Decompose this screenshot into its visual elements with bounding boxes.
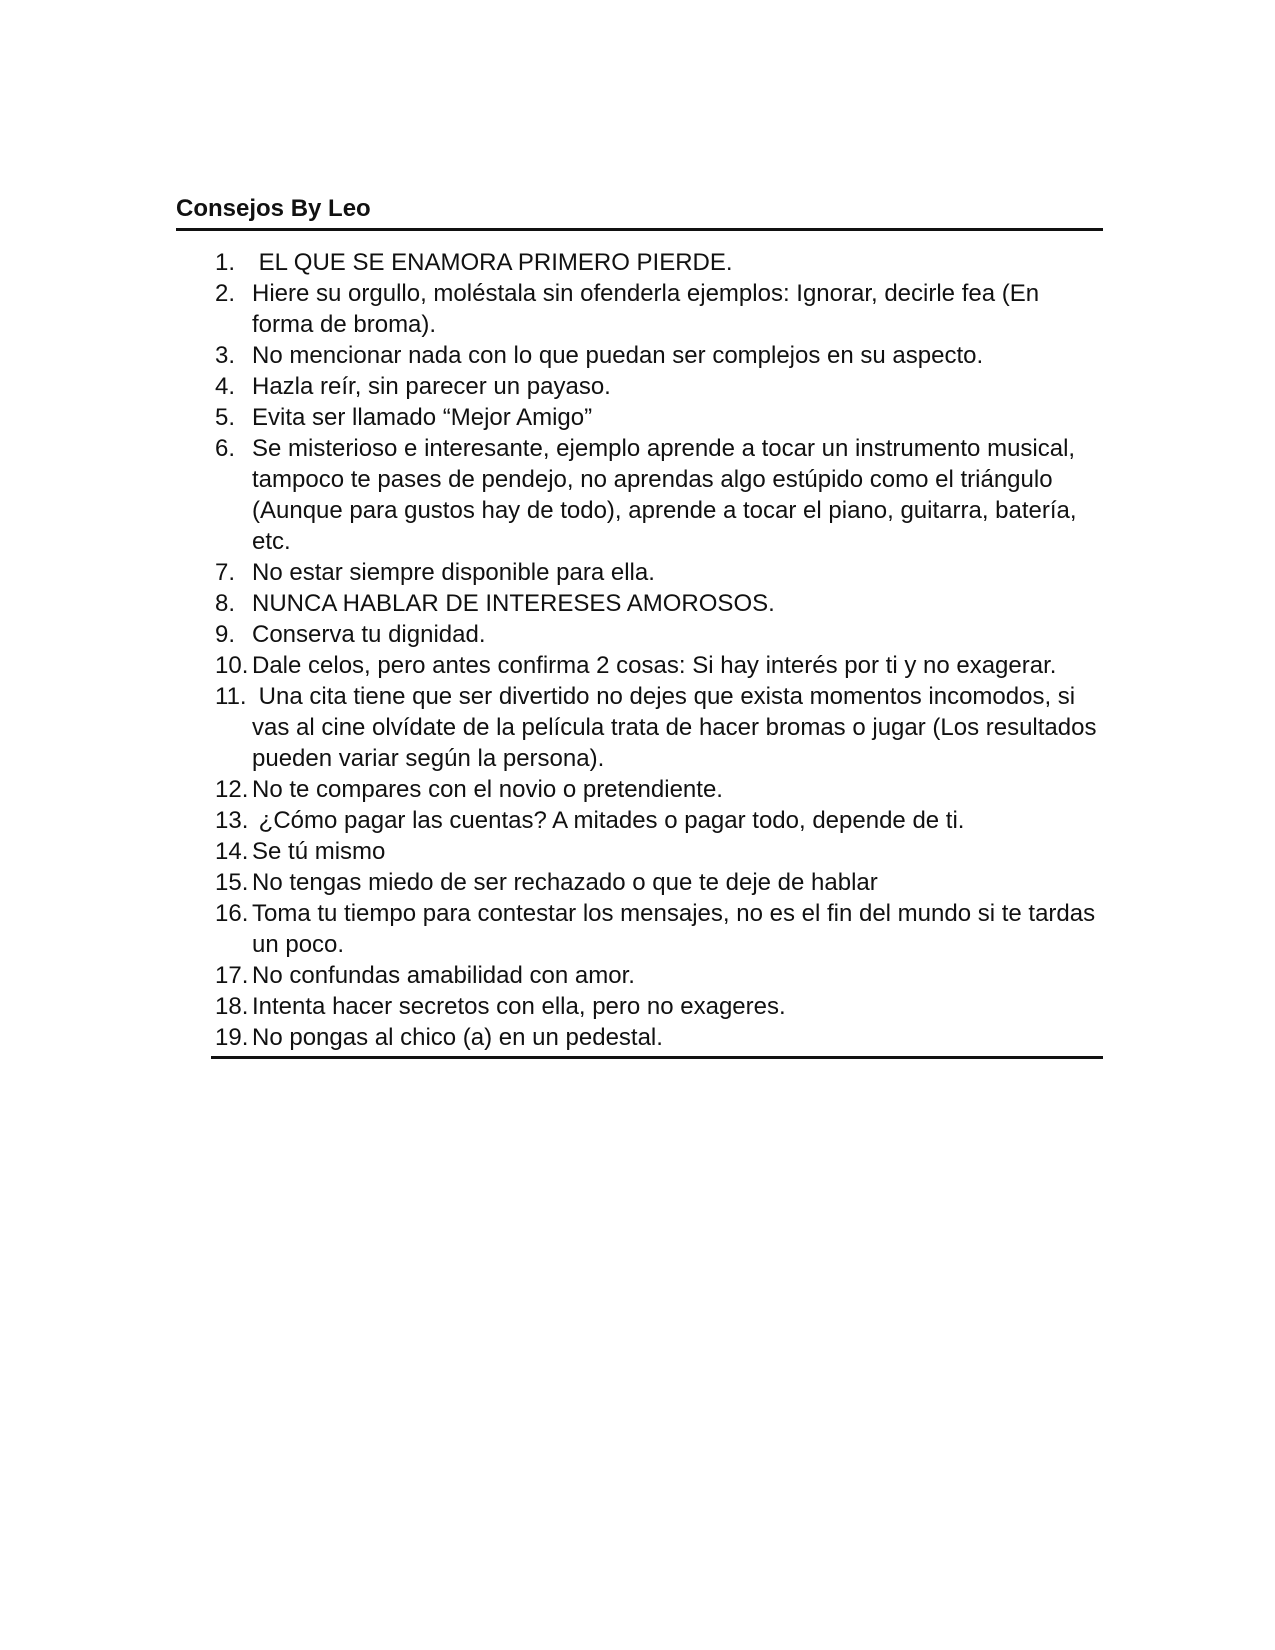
advice-item bbox=[0, 650, 1275, 681]
advice-item-text: No estar siempre disponible para ella. bbox=[252, 559, 655, 586]
advice-item bbox=[0, 278, 1275, 340]
advice-item bbox=[0, 867, 1275, 898]
advice-item-number: 14. bbox=[215, 838, 249, 865]
advice-item bbox=[0, 557, 1275, 588]
advice-item bbox=[0, 247, 1275, 278]
advice-item-text: NUNCA HABLAR DE INTERESES AMOROSOS. bbox=[252, 590, 775, 617]
advice-item-number: 6. bbox=[215, 435, 236, 462]
advice-item-number: 18. bbox=[215, 993, 249, 1020]
advice-item-number: 17. bbox=[215, 962, 249, 989]
advice-item bbox=[0, 836, 1275, 867]
advice-item-text: Hiere su orgullo, moléstala sin ofenderla ejemplos: Ignorar, decirle fea (En forma de broma). bbox=[252, 280, 1046, 338]
advice-item-text: Dale celos, pero antes confirma 2 cosas: Si hay interés por ti y no exagerar. bbox=[252, 652, 1057, 679]
advice-item-number: 12. bbox=[215, 776, 249, 803]
title-underline bbox=[176, 228, 1103, 231]
advice-item-text: EL QUE SE ENAMORA PRIMERO PIERDE. bbox=[252, 249, 733, 276]
advice-item bbox=[0, 433, 1275, 557]
advice-item-text: Se misterioso e interesante, ejemplo aprende a tocar un instrumento musical, tampoco te pases de pendejo, no aprendas algo estúpido como el triángulo (Aunque para gustos hay de todo), aprende a tocar el piano, guitarra, batería, etc. bbox=[252, 435, 1084, 555]
advice-item bbox=[0, 402, 1275, 433]
advice-item-number: 5. bbox=[215, 404, 236, 431]
advice-item-number: 2. bbox=[215, 280, 236, 307]
advice-item bbox=[0, 371, 1275, 402]
advice-item-text: Toma tu tiempo para contestar los mensajes, no es el fin del mundo si te tardas un poco. bbox=[252, 900, 1102, 958]
advice-item-number: 4. bbox=[215, 373, 236, 400]
advice-item bbox=[0, 774, 1275, 805]
advice-item-text: Una cita tiene que ser divertido no dejes que exista momentos incomodos, si vas al cine olvídate de la película trata de hacer bromas o jugar (Los resultados pueden variar según la persona). bbox=[252, 683, 1104, 772]
advice-item-text: No te compares con el novio o pretendiente. bbox=[252, 776, 723, 803]
advice-item bbox=[0, 805, 1275, 836]
advice-item-text: Conserva tu dignidad. bbox=[252, 621, 486, 648]
advice-item-number: 7. bbox=[215, 559, 236, 586]
advice-item-number: 10. bbox=[215, 652, 249, 679]
advice-item-number: 16. bbox=[215, 900, 249, 927]
document-title: Consejos By Leo bbox=[176, 195, 371, 222]
advice-item bbox=[0, 588, 1275, 619]
advice-item bbox=[0, 898, 1275, 960]
advice-item-number: 19. bbox=[215, 1024, 249, 1051]
advice-item-text: ¿Cómo pagar las cuentas? A mitades o pagar todo, depende de ti. bbox=[252, 807, 965, 834]
advice-item-text: No confundas amabilidad con amor. bbox=[252, 962, 635, 989]
advice-item-number: 13. bbox=[215, 807, 249, 834]
advice-item-number: 15. bbox=[215, 869, 249, 896]
advice-list bbox=[0, 247, 1275, 1053]
advice-item-number: 8. bbox=[215, 590, 236, 617]
advice-item bbox=[0, 960, 1275, 991]
advice-item bbox=[0, 681, 1275, 774]
advice-item-number: 11. bbox=[215, 683, 247, 710]
list-bottom-rule bbox=[211, 1056, 1103, 1059]
advice-item bbox=[0, 340, 1275, 371]
advice-item-text: No tengas miedo de ser rechazado o que te deje de hablar bbox=[252, 869, 878, 896]
advice-item-number: 1. bbox=[215, 249, 236, 276]
advice-item-number: 3. bbox=[215, 342, 236, 369]
advice-item-text: Hazla reír, sin parecer un payaso. bbox=[252, 373, 611, 400]
advice-item bbox=[0, 991, 1275, 1022]
advice-item-text: Intenta hacer secretos con ella, pero no exageres. bbox=[252, 993, 786, 1020]
advice-item-text: Se tú mismo bbox=[252, 838, 386, 865]
advice-item-number: 9. bbox=[215, 621, 236, 648]
advice-item bbox=[0, 1022, 1275, 1053]
advice-item-text: Evita ser llamado “Mejor Amigo” bbox=[252, 404, 593, 431]
advice-item-text: No mencionar nada con lo que puedan ser complejos en su aspecto. bbox=[252, 342, 984, 369]
advice-item bbox=[0, 619, 1275, 650]
advice-item-text: No pongas al chico (a) en un pedestal. bbox=[252, 1024, 663, 1051]
